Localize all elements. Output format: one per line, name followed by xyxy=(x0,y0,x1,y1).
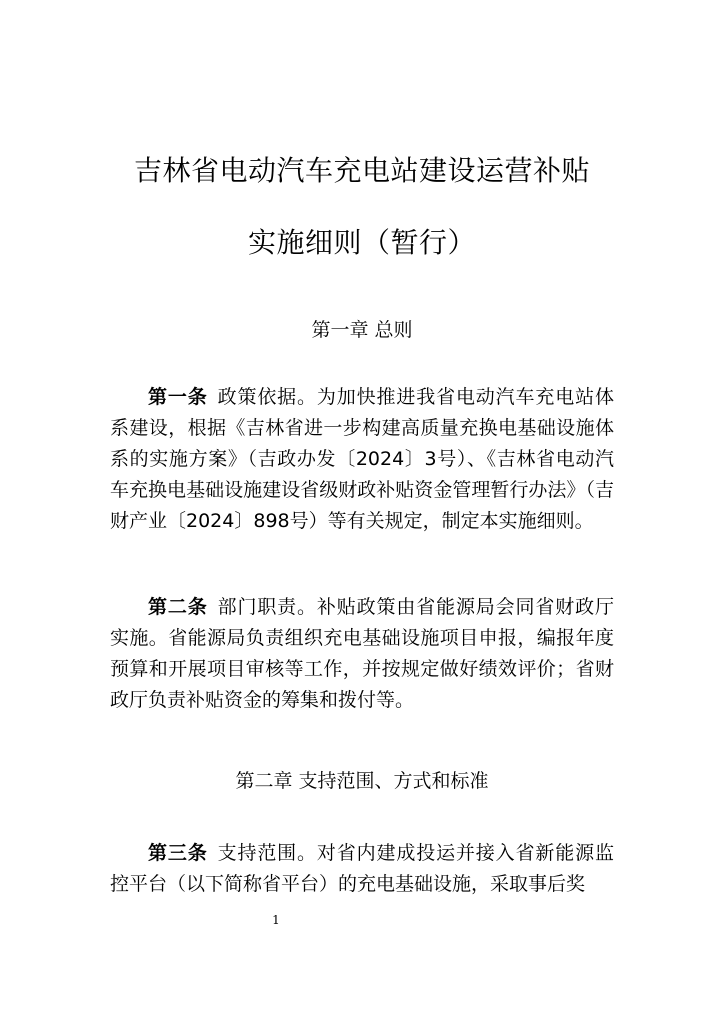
article-label: 第三条 xyxy=(148,842,208,864)
chapter-heading-1: 第一章 总则 xyxy=(311,319,413,341)
article-paragraph-2 xyxy=(110,592,614,716)
chapter-heading-2: 第二章 支持范围、方式和标准 xyxy=(235,770,489,792)
article-text: 政策依据。为加快推进我省电动汽车充电站体系建设，根据《吉林省进一步构建高质量充换电基础设施体系的实施方案》（吉政办发〔2024〕3号）、《吉林省电动汽车充换电基础设施建设省级财政补贴资金管理暂行办法》（吉财产业〔2024〕898号）等有关规定，制定本实施细则。 xyxy=(110,386,614,532)
article-text: 支持范围。对省内建成投运并接入省新能源监控平台（以下简称省平台）的充电基础设施，采取事后奖 xyxy=(110,842,614,895)
article-label: 第一条 xyxy=(148,386,208,408)
article-text: 部门职责。补贴政策由省能源局会同省财政厅实施。省能源局负责组织充电基础设施项目申报，编报年度预算和开展项目审核等工作，并按规定做好绩效评价；省财政厅负责补贴资金的筹集和拨付等。 xyxy=(110,596,614,711)
page-number: 1 xyxy=(272,913,280,927)
article-label: 第二条 xyxy=(148,596,208,618)
document-title-line-2: 实施细则（暂行） xyxy=(247,226,476,259)
article-paragraph-1 xyxy=(110,382,614,537)
document-title-line-1: 吉林省电动汽车充电站建设运营补贴 xyxy=(133,154,590,187)
article-paragraph-3 xyxy=(110,838,614,900)
